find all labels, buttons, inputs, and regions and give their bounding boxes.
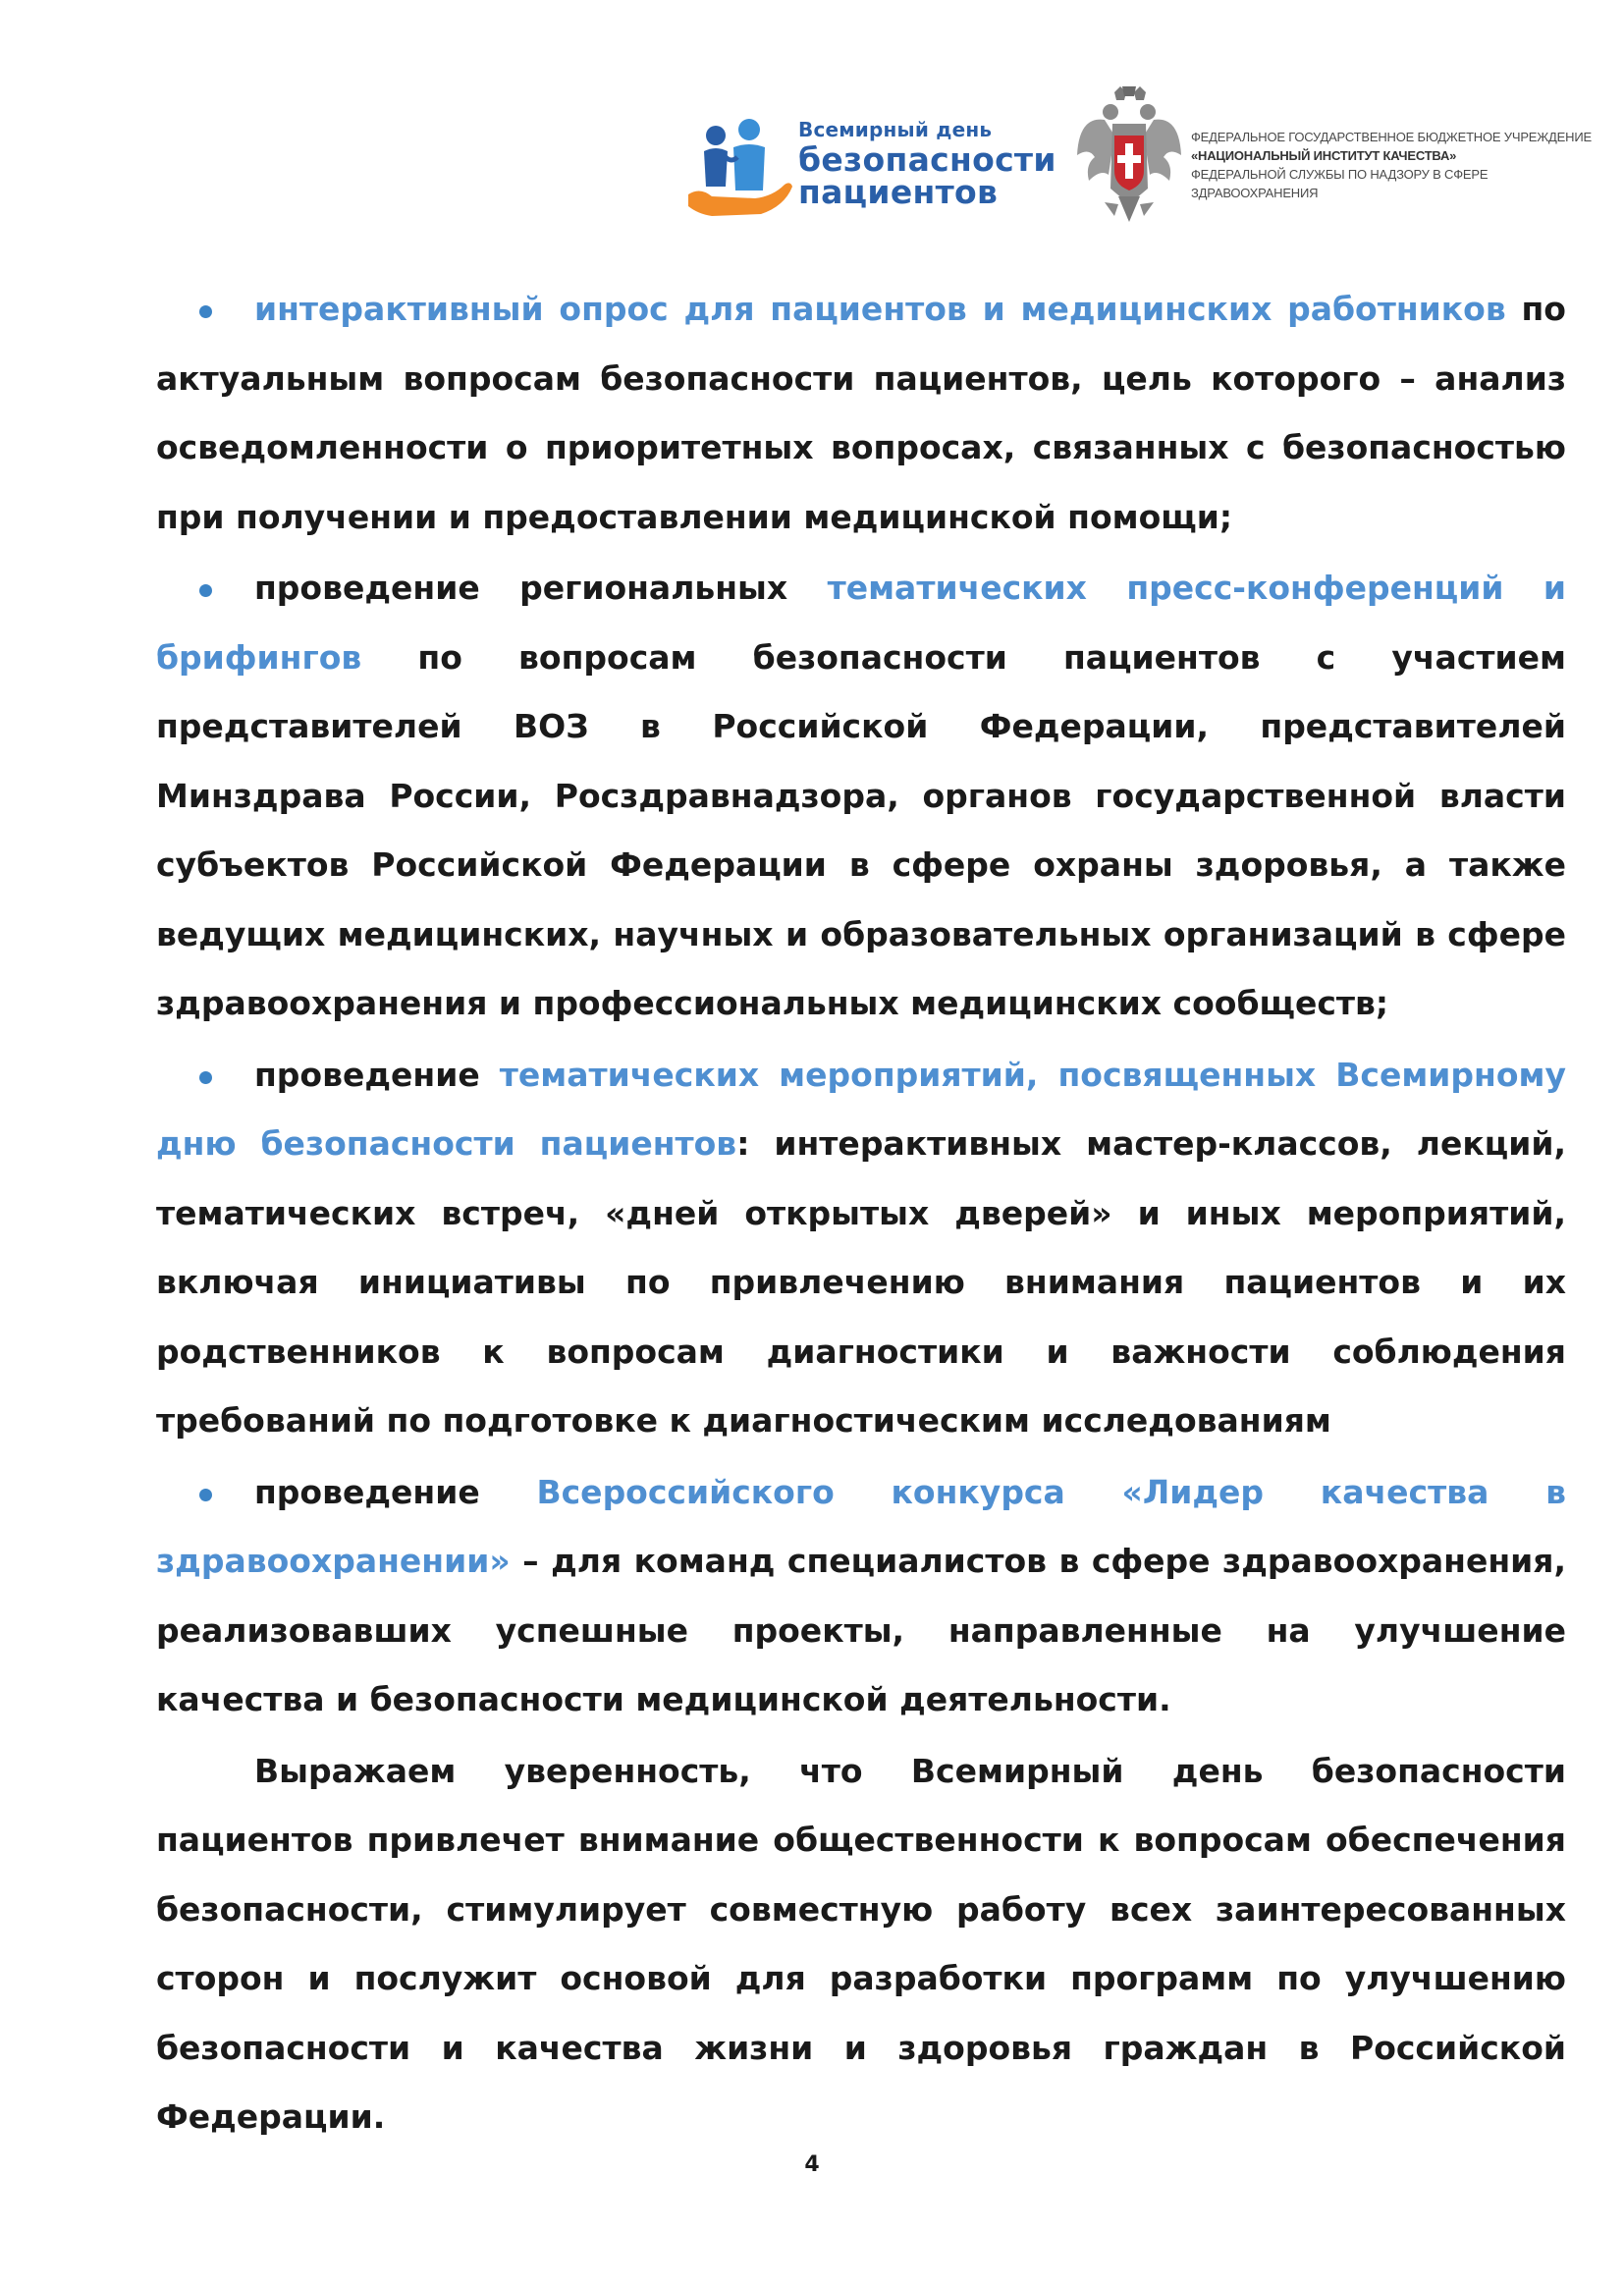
bullet-events [156,1041,1566,1456]
logo-line-1: Всемирный день [798,118,993,141]
org-line-2: «НАЦИОНАЛЬНЫЙ ИНСТИТУТ КАЧЕСТВА» [1191,148,1457,163]
org-line-1: ФЕДЕРАЛЬНОЕ ГОСУДАРСТВЕННОЕ БЮДЖЕТНОЕ УЧРЕЖДЕНИЕ [1191,130,1592,144]
double-headed-eagle-emblem-icon [1075,86,1183,226]
highlighted-phrase: тематических мероприятий, посвященных Всемирному дню безопасности пациентов [156,1055,1566,1163]
bullet-press-conferences [156,554,1566,1039]
bullet-dot-icon [199,305,212,318]
highlighted-phrase: интерактивный опрос для пациентов и медицинских работников [254,290,1506,328]
document-body [156,275,1566,2154]
logo-line-3: пациентов [798,173,999,211]
page-number: 4 [804,2152,820,2177]
bullet-text: – для команд специалистов в сфере здравоохранения, реализовавших успешные проекты, направленные на улучшение качества и безопасности медицинской деятельности. [156,1542,1566,1718]
world-patient-safety-day-logo [682,118,1056,226]
bullet-dot-icon [199,1489,212,1501]
org-line-3: ФЕДЕРАЛЬНОЙ СЛУЖБЫ ПО НАДЗОРУ В СФЕРЕ ЗДРАВООХРАНЕНИЯ [1191,167,1489,200]
highlighted-phrase: тематических пресс-конференций и брифингов [156,569,1566,677]
bullet-dot-icon [199,1071,212,1084]
bullet-contest [156,1458,1566,1735]
bullet-text: по актуальным вопросам безопасности пациентов, цель которого – анализ осведомленности о приоритетных вопросах, связанных с безопасностью при получении и предоставлении медицинской помощи; [156,290,1566,536]
bullet-text-lead: проведение региональных [254,569,828,607]
bullet-text: по вопросам безопасности пациентов с участием представителей ВОЗ в Российской Федерации, представителей Минздрава России, Росздравнадзора, органов государственной власти субъектов Российской Федерации в сфере охраны здоровья, а также ведущих медицинских, научных и образовательных организаций в сфере здравоохранения и профессиональных медицинских сообществ; [156,637,1566,1022]
logo-wordmark [798,118,1056,211]
organization-name [1191,128,1603,202]
bullet-dot-icon [199,584,212,597]
bullet-text-lead: проведение [254,1472,537,1511]
highlighted-phrase: Всероссийского конкурса «Лидер качества в здравоохранении» [156,1472,1566,1580]
bullet-text: : интерактивных мастер-классов, лекций, тематических встреч, «дней открытых дверей» и иных мероприятий, включая инициативы по привлечению внимания пациентов и их родственников к вопросам диагностики и важности соблюдения требований по подготовке к диагностическим исследованиям [156,1124,1566,1440]
logo-line-2: безопасности [798,140,1056,179]
closing-paragraph: Выражаем уверенность, что Всемирный день безопасности пациентов привлечет внимание общественности к вопросам обеспечения безопасности, стимулирует совместную работу всех заинтересованных сторон и послужит основой для разработки программ по улучшению безопасности и качества жизни и здоровья граждан в Российской Федерации. [156,1751,1566,2136]
bullet-survey [156,275,1566,552]
patients-hands-icon [682,118,800,226]
document-header [682,81,1596,228]
bullet-text-lead: проведение [254,1055,500,1094]
